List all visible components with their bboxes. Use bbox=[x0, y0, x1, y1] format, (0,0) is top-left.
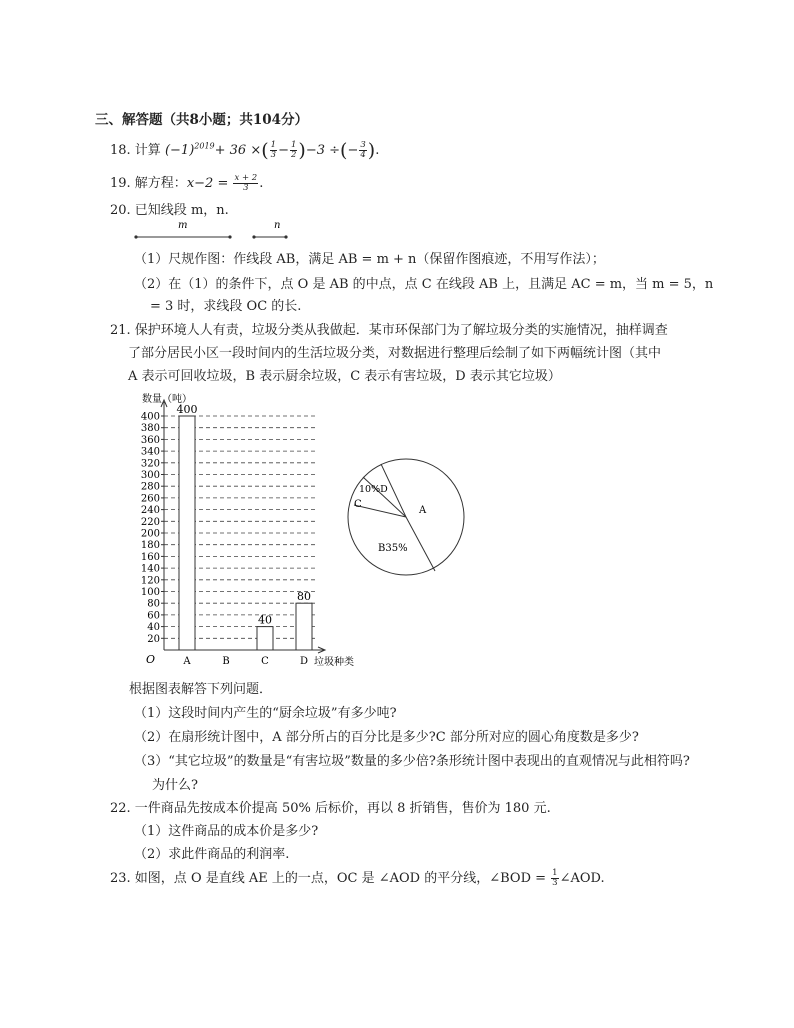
x-tick-label: C bbox=[261, 656, 269, 667]
y-tick-label: 100 bbox=[140, 587, 160, 598]
q18-expression: $(-1)^{2019}+ 36$ ×( $\frac{1}{3}$ − $\frac{1}{2}$ )−3 ÷(− $\frac{3}{4}$ ) bbox=[164, 139, 376, 162]
pie-chart bbox=[342, 455, 470, 583]
q21-part3-cont: 为什么? bbox=[152, 778, 198, 793]
q21-part3: （3）“其它垃圾”的数量是“有害垃圾”数量的多少倍?条形统计图中表现出的直观情况与此相符吗? bbox=[134, 754, 690, 769]
question-18 bbox=[110, 139, 379, 162]
bar-data-label: 40 bbox=[258, 613, 272, 627]
y-tick-label: 60 bbox=[147, 610, 160, 622]
x-tick-label: D bbox=[299, 656, 309, 667]
y-tick-label: 40 bbox=[147, 622, 160, 634]
q21-line1: 21. 保护环境人人有责，垃圾分类从我做起．某市环保部门为了解垃圾分类的实施情况，抽样调查 bbox=[110, 323, 668, 338]
y-tick-label: 380 bbox=[140, 423, 160, 435]
pie-divider-c-b bbox=[354, 505, 406, 517]
y-tick-label: 200 bbox=[140, 528, 160, 540]
y-tick-label: 280 bbox=[140, 481, 160, 493]
y-tick-label: 80 bbox=[147, 598, 160, 610]
y-tick-label: 160 bbox=[140, 551, 160, 563]
bar-chart-origin: O bbox=[146, 653, 156, 666]
q23-suffix: ∠AOD. bbox=[559, 871, 605, 886]
pie-label-c: C bbox=[354, 499, 362, 510]
segment-m-label: m bbox=[178, 220, 188, 231]
question-23: 23. 如图，点 O 是直线 AE 上的一点，OC 是 ∠AOD 的平分线，∠BOD = $\frac{1}{3}$ ∠AOD. bbox=[110, 868, 605, 888]
pie-label-b: B35% bbox=[378, 543, 408, 554]
y-tick-label: 140 bbox=[140, 563, 160, 575]
y-tick-label: 300 bbox=[140, 470, 160, 481]
pie-label-d: 10%D bbox=[359, 484, 388, 495]
x-tick-label: B bbox=[222, 656, 230, 667]
bar-data-label: 80 bbox=[297, 590, 311, 604]
q22-part1: （1）这件商品的成本价是多少? bbox=[134, 824, 319, 839]
question-19 bbox=[110, 172, 263, 193]
x-tick-label: A bbox=[183, 656, 191, 667]
q18-prefix: 18. 计算 bbox=[110, 143, 165, 158]
pie-label-a: A bbox=[419, 505, 427, 516]
q21-line2: 了部分居民小区一段时间内的生活垃圾分类，对数据进行整理后绘制了如下两幅统计图（其中 bbox=[128, 346, 662, 361]
q19-denominator: 3 bbox=[243, 183, 249, 193]
segment-figure bbox=[130, 218, 290, 242]
q21-part1: （1）这段时间内产生的“厨余垃圾”有多少吨? bbox=[134, 706, 397, 721]
q19-lhs: x−2 = bbox=[186, 176, 233, 191]
q20-part2-line1: （2）在（1）的条件下，点 O 是 AB 的中点，点 C 在线段 AB 上，且满足 AC = m，当 m = 5，n bbox=[134, 277, 714, 292]
bar-chart-ylabel: 数量（吨） bbox=[142, 394, 192, 405]
bar-a bbox=[179, 416, 195, 650]
bar-c bbox=[257, 627, 273, 650]
y-tick-label: 360 bbox=[140, 434, 160, 446]
y-tick-label: 180 bbox=[140, 540, 160, 552]
bar-chart-xlabel: 垃圾种类 bbox=[314, 657, 354, 668]
q21-part2: （2）在扇形统计图中，A 部分所占的百分比是多少?C 部分所对应的圆心角度数是多少? bbox=[134, 730, 639, 745]
q20-part2-line2: = 3 时，求线段 OC 的长. bbox=[150, 299, 302, 314]
pie-divider-b-a bbox=[406, 517, 435, 571]
question-22: 22. 一件商品先按成本价提高 50% 后标价，再以 8 折销售，售价为 180 元. bbox=[110, 801, 551, 816]
y-tick-label: 20 bbox=[147, 633, 160, 645]
y-tick-label: 220 bbox=[140, 516, 160, 528]
q18-suffix: . bbox=[375, 143, 380, 158]
y-tick-label: 340 bbox=[140, 446, 160, 458]
bar-chart bbox=[128, 388, 368, 670]
q19-numerator: x + 2 bbox=[234, 173, 258, 183]
pie-divider-d-c bbox=[363, 477, 406, 517]
section-title: 三、解答题（共8小题；共104分） bbox=[95, 112, 309, 128]
q23-prefix: 23. 如图，点 O 是直线 AE 上的一点，OC 是 ∠AOD 的平分线，∠BOD = bbox=[110, 871, 551, 886]
segment-n-label: n bbox=[274, 220, 281, 231]
y-tick-label: 400 bbox=[140, 411, 160, 423]
y-tick-label: 240 bbox=[140, 505, 160, 517]
q19-suffix: . bbox=[259, 176, 264, 191]
y-tick-label: 120 bbox=[140, 575, 160, 587]
bar-data-label: 400 bbox=[176, 403, 198, 416]
q20-part1: （1）尺规作图：作线段 AB，满足 AB = m + n（保留作图痕迹，不用写作法）； bbox=[134, 252, 605, 267]
q22-part2: （2）求此件商品的利润率. bbox=[134, 847, 290, 862]
q21-line3: A 表示可回收垃圾，B 表示厨余垃圾，C 表示有害垃圾，D 表示其它垃圾） bbox=[128, 369, 561, 384]
bar-d bbox=[296, 603, 312, 650]
question-20: 20. 已知线段 m，n. bbox=[110, 203, 229, 218]
y-tick-label: 260 bbox=[140, 493, 160, 505]
q21-after: 根据图表解答下列问题． bbox=[129, 682, 273, 697]
y-tick-label: 320 bbox=[140, 458, 160, 470]
q19-prefix: 19. 解方程： bbox=[110, 176, 187, 191]
